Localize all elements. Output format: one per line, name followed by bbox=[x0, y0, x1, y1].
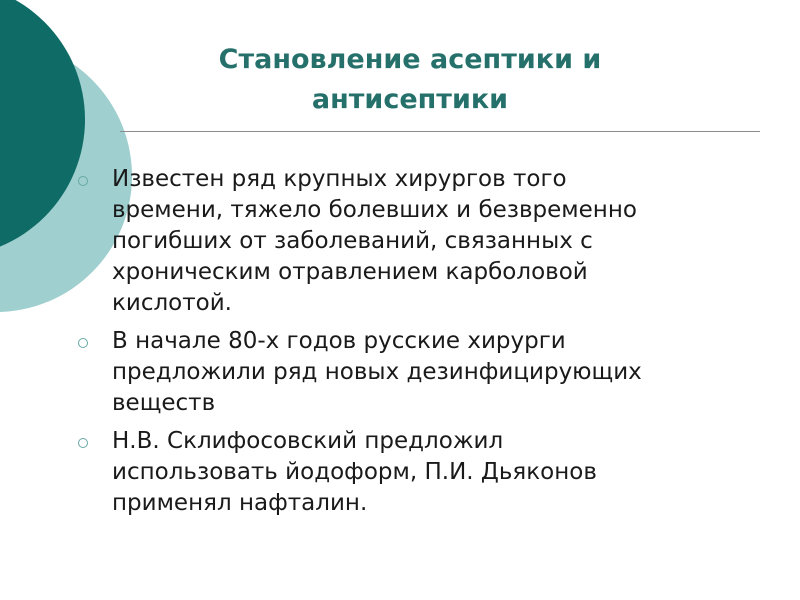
hollow-circle-icon bbox=[78, 338, 88, 348]
bullet-text: Н.В. Склифосовский предложил использовать йодоформ, П.И. Дьяконов применял нафталин. bbox=[112, 428, 597, 516]
bullet-list bbox=[112, 164, 772, 526]
bullet-item bbox=[112, 426, 772, 519]
slide-title: Становление асептики и антисептики bbox=[218, 44, 602, 115]
bullet-text: В начале 80-х годов русские хирурги предложили ряд новых дезинфицирующих веществ bbox=[112, 328, 642, 416]
title-divider bbox=[120, 131, 760, 132]
bullet-text: Известен ряд крупных хирургов того времени, тяжело болевших и безвременно погибших от заболеваний, связанных с хроническим отравлением карболовой кислотой. bbox=[112, 166, 637, 316]
hollow-circle-icon bbox=[78, 176, 88, 186]
bullet-item bbox=[112, 164, 772, 319]
hollow-circle-icon bbox=[78, 438, 88, 448]
bullet-item bbox=[112, 326, 772, 419]
